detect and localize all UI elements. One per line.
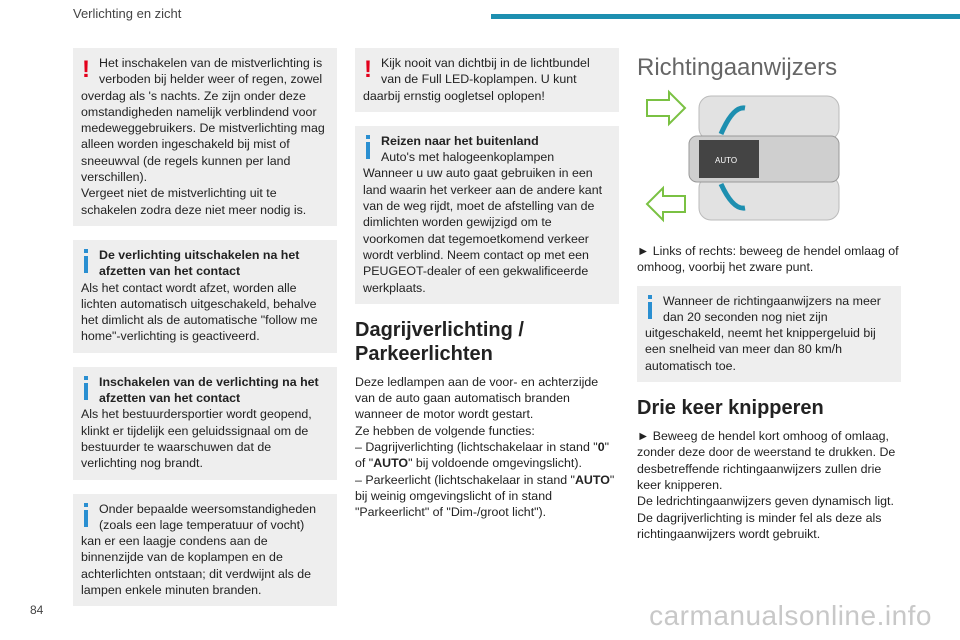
warning-box-fog-lights <box>73 48 337 226</box>
warning-line-1: Het inschakelen van de mistverlichting is <box>99 56 323 70</box>
info-text: uitgeschakeld, neemt het knippergeluid bij een snelheid van meer dan 80 km/h automatisch toe. <box>645 326 876 373</box>
warning-line-2: verboden bij helder weer of regen, zowel <box>99 72 323 87</box>
info-icon <box>81 249 91 275</box>
info-icon <box>363 135 373 161</box>
info-box-lights-on <box>73 367 337 480</box>
warning-text: daarbij ernstig oogletsel oplopen! <box>363 88 545 103</box>
info-box-abroad <box>355 126 619 304</box>
column-3 <box>637 52 901 542</box>
info-box-lights-off <box>73 240 337 353</box>
info-text: Als het contact wordt afzet, worden alle lichten automatisch uitgeschakeld, behalve het dimlicht als de automatische "follow me home"-verlichting is geactiveerd. <box>81 280 318 344</box>
section-heading-three-blinks: Drie keer knipperen <box>637 397 824 420</box>
warning-text-extra: Vergeet niet de mistverlichting uit te schakelen zodra deze niet meer nodig is. <box>81 186 307 217</box>
info-icon <box>81 376 91 402</box>
warning-line-1: Kijk nooit van dichtbij in de lichtbundel <box>381 56 590 70</box>
warning-text: overdag als 's nachts. Ze zijn onder deze omstandigheden namelijk verblindend voor medeweggebruikers. De mistverlichting mag alleen worden ingeschakeld bij mist of sneeuwval (de regels kunnen per land verschillen). <box>81 88 325 185</box>
column-1 <box>73 48 337 620</box>
warning-line-2: van de Full LED-koplampen. U kunt <box>381 72 577 87</box>
watermark: carmanualsonline.info <box>649 600 932 631</box>
info-text: Wanneer u uw auto gaat gebruiken in een land waarin het verkeer aan de andere kant van de weg rijdt, moet de afstelling van de dimlichten worden gewijzigd om te voorkomen dat tegemoetkomend verkeer wordt verblind. Neem contact op met een PEUGEOT-dealer of een gekwalificeerde werkplaats. <box>363 166 603 295</box>
paragraph: Ze hebben de volgende functies: <box>355 423 535 438</box>
info-box-condensation <box>73 494 337 607</box>
info-title-2: afzetten van het contact <box>99 264 241 279</box>
arrow-right-icon <box>647 92 685 124</box>
list-item: – Parkeerlicht (lichtschakelaar in stand "AUTO" bij weinig omgevingslicht of in stand "Parkeerlicht" of "Dim-/groot licht"). <box>355 472 615 520</box>
info-title: Reizen naar het buitenland <box>381 133 539 148</box>
info-subtitle: Auto's met halogeenkoplampen <box>381 150 555 165</box>
info-icon <box>81 503 91 529</box>
stalk-bottom <box>699 176 839 220</box>
page-number: 84 <box>30 603 44 617</box>
warning-box-led <box>355 48 619 112</box>
info-text: Als het bestuurdersportier wordt geopend, klinkt er tijdelijk een geluidssignaal om de bestuurder te waarschuwen dat de verlichting nog brandt. <box>81 407 312 471</box>
column-2 <box>355 48 619 521</box>
running-header: Verlichting en zicht <box>73 6 182 21</box>
info-line-2: (zoals een lage temperatuur of vocht) <box>99 517 305 532</box>
info-title-2: afzetten van het contact <box>99 391 241 406</box>
indicator-stalk-illustration <box>637 88 901 226</box>
paragraph: Deze ledlampen aan de voor- en achterzijde van de auto gaan automatisch branden wanneer de motor wordt gestart. <box>355 374 599 422</box>
info-icon <box>645 295 655 321</box>
warning-icon: ! <box>82 56 90 83</box>
info-text: kan er een laagje condens aan de binnenzijde van de koplampen en de achterlichten ontstaan; dit verdwijnt als de lampen enkele minuten branden. <box>81 534 312 598</box>
arrow-left-icon <box>647 188 685 220</box>
section-heading-indicators: Richtingaanwijzers <box>637 54 838 81</box>
section-heading-daytime-lights: Dagrijverlichting / Parkeerlichten <box>355 318 524 365</box>
auto-label: AUTO <box>715 156 738 165</box>
paragraph: De ledrichtingaanwijzers geven dynamisch ligt. De dagrijverlichting is minder fel als deze als richtingaanwijzers wordt gebruikt. <box>637 494 894 541</box>
paragraph: ► Beweeg de hendel kort omhoog of omlaag, zonder deze door de weerstand te drukken. De desbetreffende richtingaanwijzers zullen drie keer knipperen. <box>637 429 896 492</box>
info-line-1: Wanneer de richtingaanwijzers na meer <box>663 293 881 308</box>
info-line-1: Onder bepaalde weersomstandigheden <box>99 501 316 516</box>
info-line-2: dan 20 seconden nog niet zijn <box>663 309 828 324</box>
warning-icon: ! <box>364 56 372 83</box>
info-title-1: De verlichting uitschakelen na het <box>99 247 300 262</box>
header-accent-bar <box>491 14 960 19</box>
paragraph: ► Links of rechts: beweeg de hendel omlaag of omhoog, voorbij het zware punt. <box>637 244 899 275</box>
info-title-1: Inschakelen van de verlichting na het <box>99 374 319 389</box>
info-box-indicator-sound <box>637 286 901 382</box>
list-item: – Dagrijverlichting (lichtschakelaar in stand "0" of "AUTO" bij voldoende omgevingslicht). <box>355 440 609 471</box>
